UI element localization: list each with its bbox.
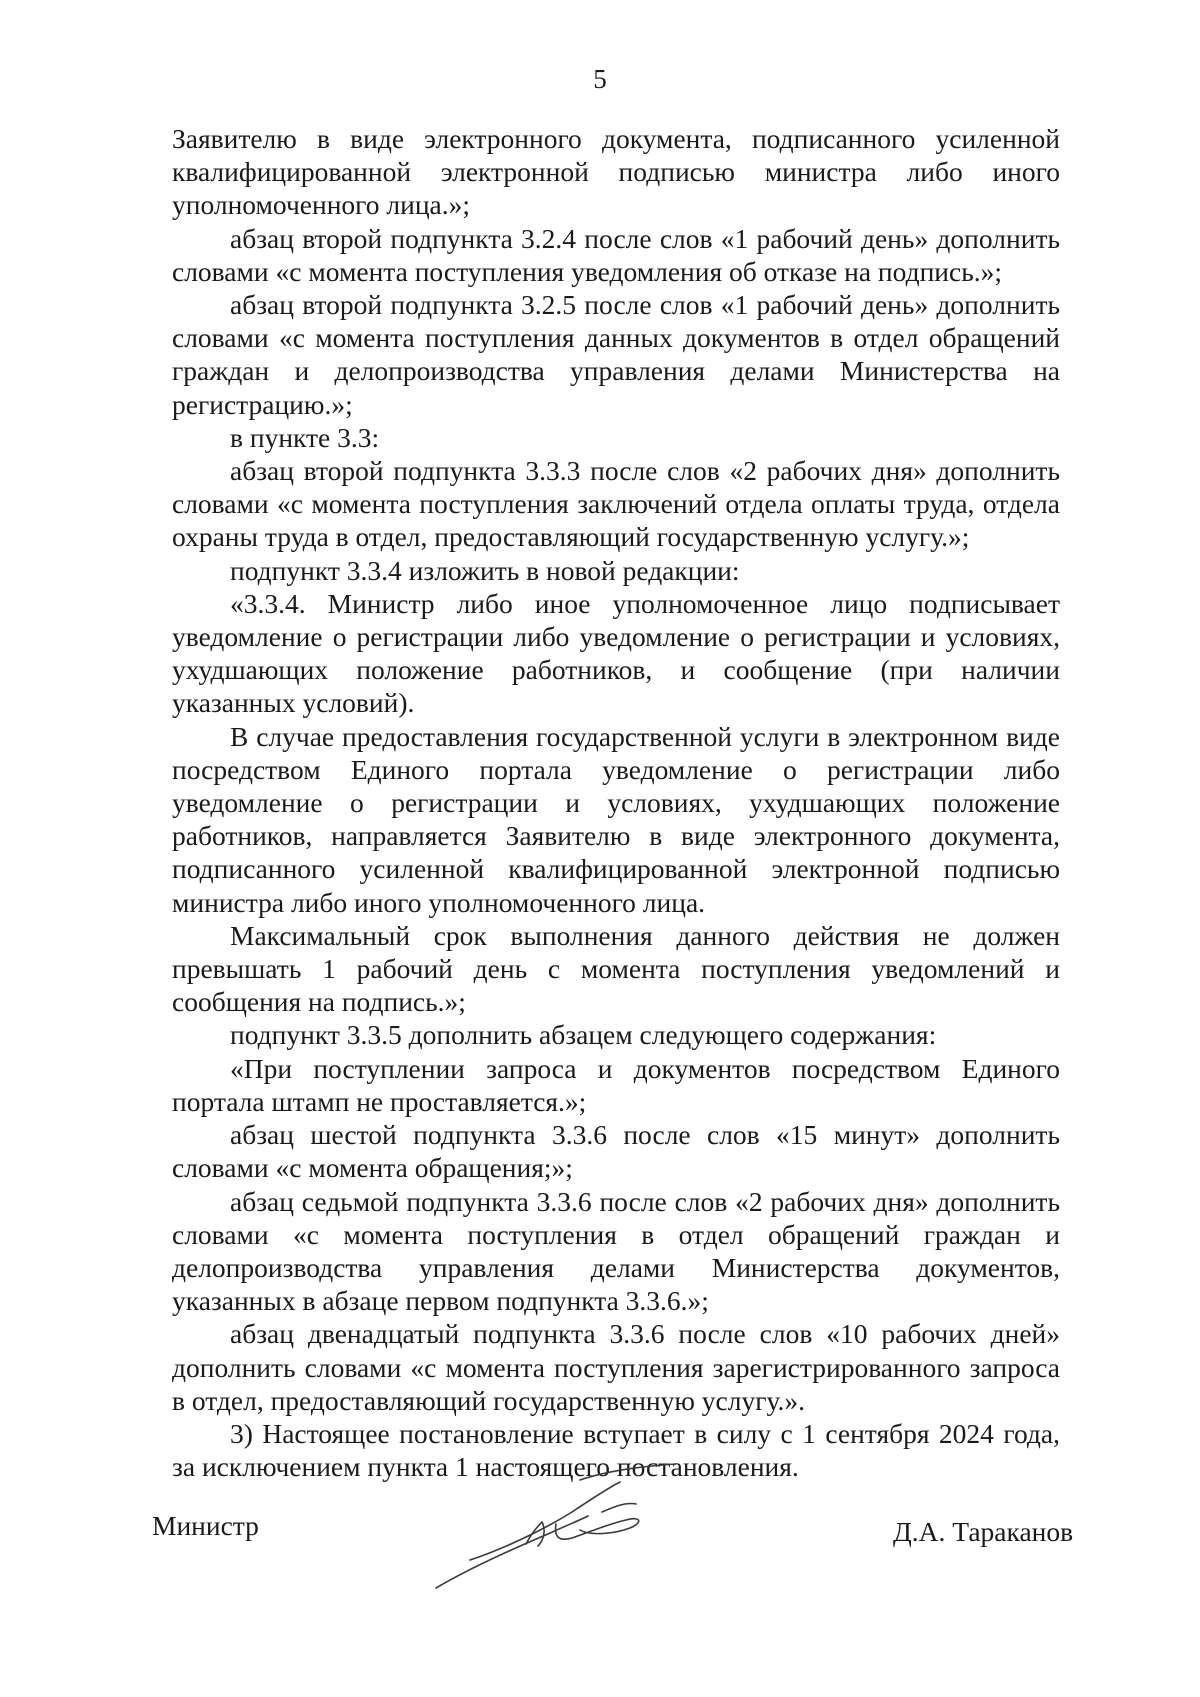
paragraph: 3) Настоящее постановление вступает в силу с 1 сентября 2024 года, за исключением пункта 1 настоящего постановления. xyxy=(172,1417,1060,1483)
paragraph: абзац шестой подпункта 3.3.6 после слов «15 минут» дополнить словами «с момента обращения;»; xyxy=(172,1119,1060,1184)
document-body xyxy=(172,122,1060,1483)
page-number: 5 xyxy=(593,64,607,94)
paragraph: Заявителю в виде электронного документа, подписанного усиленной квалифицированной электронной подписью министра либо иного уполномоченного лица.»; xyxy=(172,123,1060,221)
signatory-title: Министр xyxy=(152,1510,259,1541)
paragraph: абзац двенадцатый подпункта 3.3.6 после слов «10 рабочих дней» дополнить словами «с момента поступления зарегистрированного запроса в отдел, предоставляющий государственную услугу.». xyxy=(172,1318,1060,1416)
handwritten-signature xyxy=(430,1440,690,1600)
paragraph: В случае предоставления государственной услуги в электронном виде посредством Единого портала уведомление о регистрации либо уведомление о регистрации и условиях, ухудшающих положение работников, направляется Заявителю в виде электронного документа, подписанного усиленной квалифицированной электронной подписью министра либо иного уполномоченного лица. xyxy=(172,720,1060,918)
paragraph: абзац второй подпункта 3.2.5 после слов «1 рабочий день» дополнить словами «с момента поступления данных документов в отдел обращений граждан и делопроизводства управления делами Министерства на регистрацию.»; xyxy=(172,289,1060,420)
paragraph: «При поступлении запроса и документов посредством Единого портала штамп не проставляется.»; xyxy=(172,1052,1060,1117)
paragraph: «3.3.4. Министр либо иное уполномоченное лицо подписывает уведомление о регистрации либо уведомление о регистрации и условиях, ухудшающих положение работников, и сообщение (при наличии указанных условий). xyxy=(172,587,1060,719)
paragraph: абзац седьмой подпункта 3.3.6 после слов «2 рабочих дня» дополнить словами «с момента поступления в отдел обращений граждан и делопроизводства управления делами Министерства документов, указанных в абзаце первом подпункта 3.3.6.»; xyxy=(172,1185,1060,1317)
paragraph: Максимальный срок выполнения данного действия не должен превышать 1 рабочий день с момента поступления уведомлений и сообщения на подпись.»; xyxy=(172,919,1060,1018)
paragraph: подпункт 3.3.5 дополнить абзацем следующего содержания: xyxy=(230,1019,937,1051)
paragraph: в пункте 3.3: xyxy=(230,421,380,453)
paragraph: абзац второй подпункта 3.2.4 после слов «1 рабочий день» дополнить словами «с момента поступления уведомления об отказе на подпись.»; xyxy=(172,222,1060,287)
paragraph: абзац второй подпункта 3.3.3 после слов «2 рабочих дня» дополнить словами «с момента поступления заключений отдела оплаты труда, отдела охраны труда в отдел, предоставляющий государственную услугу.»; xyxy=(172,455,1060,553)
paragraph: подпункт 3.3.4 изложить в новой редакции: xyxy=(230,554,740,586)
signatory-name: Д.А. Тараканов xyxy=(893,1516,1074,1547)
